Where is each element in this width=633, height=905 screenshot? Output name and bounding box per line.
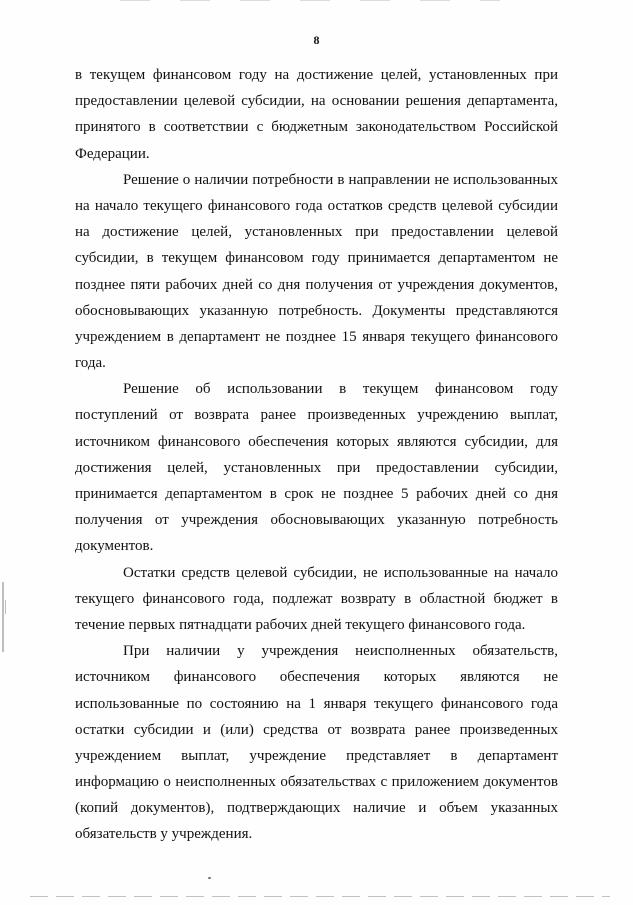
scan-edge-mark bbox=[5, 600, 6, 614]
text-line: субсидии, в текущем финансовом году принимается департаментом не bbox=[75, 250, 558, 267]
page-number: 8 bbox=[313, 33, 320, 47]
text-line: Федерации. bbox=[75, 145, 150, 162]
text-line: достижения целей, установленных при предоставлении субсидии, bbox=[75, 459, 558, 476]
text-line: на начало текущего финансового года остатков средств целевой субсидии bbox=[75, 197, 558, 214]
text-line: остатки субсидии и (или) средства от возврата ранее произведенных bbox=[75, 721, 558, 738]
paragraph bbox=[75, 62, 558, 167]
body-text bbox=[75, 62, 558, 848]
scan-bottom-edge bbox=[30, 896, 610, 897]
text-line: принимается департаментом в срок не позднее 5 рабочих дней со дня bbox=[75, 486, 558, 502]
text-line: источником финансового обеспечения которых являются не bbox=[75, 669, 558, 686]
text-line: принятого в соответствии с бюджетным законодательством Российской bbox=[75, 119, 558, 136]
scan-top-edge bbox=[120, 0, 500, 1]
paragraph bbox=[75, 560, 558, 639]
text-line: на достижение целей, установленных при предоставлении целевой bbox=[75, 224, 558, 241]
text-line: обязательств у учреждения. bbox=[75, 826, 253, 843]
text-line: обосновывающих указанную потребность. Документы представляются bbox=[75, 302, 558, 319]
text-line: источником финансового обеспечения которых являются субсидии, для bbox=[75, 433, 558, 450]
scan-speck bbox=[208, 877, 211, 879]
text-line: позднее пяти рабочих дней со дня получения от учреждения документов, bbox=[75, 276, 558, 293]
text-line: года. bbox=[75, 355, 106, 372]
text-line: использованные по состоянию на 1 января текущего финансового года bbox=[75, 695, 558, 712]
text-line: (копий документов), подтверждающих наличие и объем указанных bbox=[75, 800, 558, 817]
text-line: учреждением в департамент не позднее 15 января текущего финансового bbox=[75, 328, 558, 345]
paragraph bbox=[75, 376, 558, 559]
paragraph bbox=[75, 167, 558, 377]
text-line: текущего финансового года, подлежат возврату в областной бюджет в bbox=[75, 590, 558, 607]
text-line: Решение об использовании в текущем финансовом году bbox=[123, 381, 558, 398]
text-line: поступлений от возврата ранее произведенных учреждению выплат, bbox=[75, 407, 558, 424]
text-line: Остатки средств целевой субсидии, не использованные на начало bbox=[123, 564, 558, 581]
scan-edge-mark bbox=[2, 582, 4, 652]
text-line: предоставлении целевой субсидии, на основании решения департамента, bbox=[75, 93, 558, 110]
text-line: информацию о неисполненных обязательствах с приложением документов bbox=[75, 774, 558, 791]
text-line: документов. bbox=[75, 538, 154, 555]
text-line: учреждением выплат, учреждение представляет в департамент bbox=[75, 747, 558, 764]
text-line: течение первых пятнадцати рабочих дней текущего финансового года. bbox=[75, 616, 526, 633]
text-line: получения от учреждения обосновывающих указанную потребность bbox=[75, 512, 558, 529]
paragraph bbox=[75, 638, 558, 848]
text-line: в текущем финансовом году на достижение целей, установленных при bbox=[75, 67, 558, 83]
text-line: При наличии у учреждения неисполненных обязательств, bbox=[123, 643, 558, 660]
text-line: Решение о наличии потребности в направлении не использованных bbox=[123, 171, 558, 188]
